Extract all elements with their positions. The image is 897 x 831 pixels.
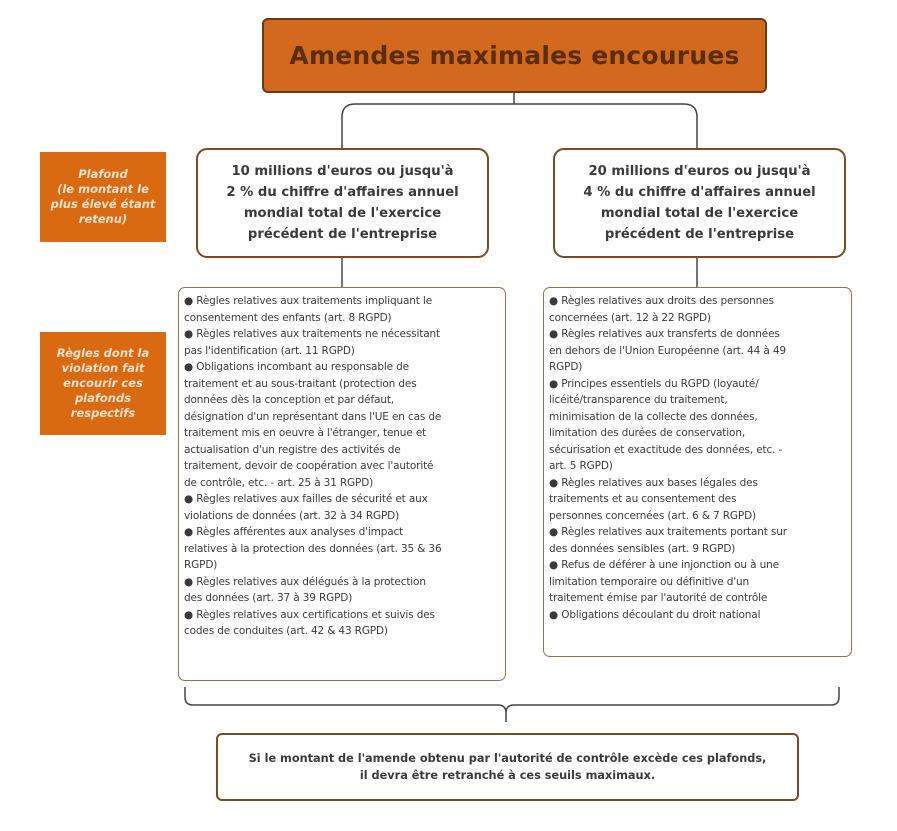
label-regles-text: Règles dont la violation fait encourir ces plafonds respectifs: [56, 346, 150, 420]
rule-item: ● Règles relatives aux droits des personnes concernées (art. 12 à 22 RGPD): [549, 295, 774, 324]
label-plafond: [40, 152, 166, 242]
cap-box-20m: [553, 148, 846, 258]
rule-item: ● Règles relatives aux bases légales des traitements et au consentement des personnes concernées (art. 6 & 7 RGPD): [549, 476, 758, 522]
rule-item: ● Refus de déférer à une injonction ou à une limitation temporaire ou définitive d'un traitement émise par l'autorité de contrôle: [549, 559, 779, 604]
conclusion-box: [216, 733, 799, 801]
rule-item: ● Règles relatives aux traitements portant sur des données sensibles (art. 9 RGPD): [549, 526, 787, 555]
label-plafond-text: Plafond (le montant le plus élevé étant retenu): [50, 167, 156, 226]
rule-item: ● Obligations incombant au responsable de traitement et au sous-traitant (protection des données dès la conception et par défaut, désignation d'un représentant dans l'UE en cas de traitement mis en oeuvre à l'étranger, tenue et actualisation d'un registre des activités de traitement, devoir de coopération avec l'autorité de contrôle, etc. - art. 25 à 31 RGPD): [184, 361, 442, 489]
rule-item: ● Principes essentiels du RGPD (loyauté/ licéité/transparence du traitement, minimisation de la collecte des données, limitation des durées de conservation, sécurisation et exactitude des données, etc. - art. 5 RGPD): [549, 377, 783, 472]
rule-item: ● Règles relatives aux délégués à la protection des données (art. 37 à 39 RGPD): [184, 575, 426, 604]
cap-20m-text: 20 millions d'euros ou jusqu'à 4 % du chiffre d'affaires annuel mondial total de l'exercice précédent de l'entreprise: [583, 164, 816, 242]
grouping-brace: [185, 687, 839, 722]
rule-item: ● Règles relatives aux traitements ne nécessitant pas l'identification (art. 11 RGPD): [184, 328, 440, 357]
rule-item: ● Règles relatives aux certifications et suivis des codes de conduites (art. 42 & 43 RGPD): [184, 608, 435, 637]
title-connector: [342, 93, 697, 148]
diagram-title: Amendes maximales encourues: [289, 41, 740, 70]
rules-list-left: [178, 287, 506, 681]
rules-list-right: [543, 287, 852, 657]
rule-item: ● Règles relatives aux traitements impliquant le consentement des enfants (art. 8 RGPD): [184, 295, 433, 324]
cap-box-10m: [196, 148, 489, 258]
label-regles: [40, 332, 166, 435]
rule-item: ● Obligations découlant du droit national: [549, 608, 761, 621]
rule-item: ● Règles relatives aux failles de sécurité et aux violations de données (art. 32 à 34 RGPD): [184, 493, 428, 522]
rule-item: ● Règles afférentes aux analyses d'impact relatives à la protection des données (art. 35 & 36 RGPD): [184, 526, 442, 571]
conclusion-text: Si le montant de l'amende obtenu par l'autorité de contrôle excède ces plafonds, il devra être retranché à ces seuils maximaux.: [248, 752, 767, 782]
title-box: [262, 18, 767, 93]
cap-10m-text: 10 millions d'euros ou jusqu'à 2 % du chiffre d'affaires annuel mondial total de l'exercice précédent de l'entreprise: [226, 164, 459, 242]
rule-item: ● Règles relatives aux transferts de données en dehors de l'Union Européenne (art. 44 à 49 RGPD): [549, 328, 786, 373]
